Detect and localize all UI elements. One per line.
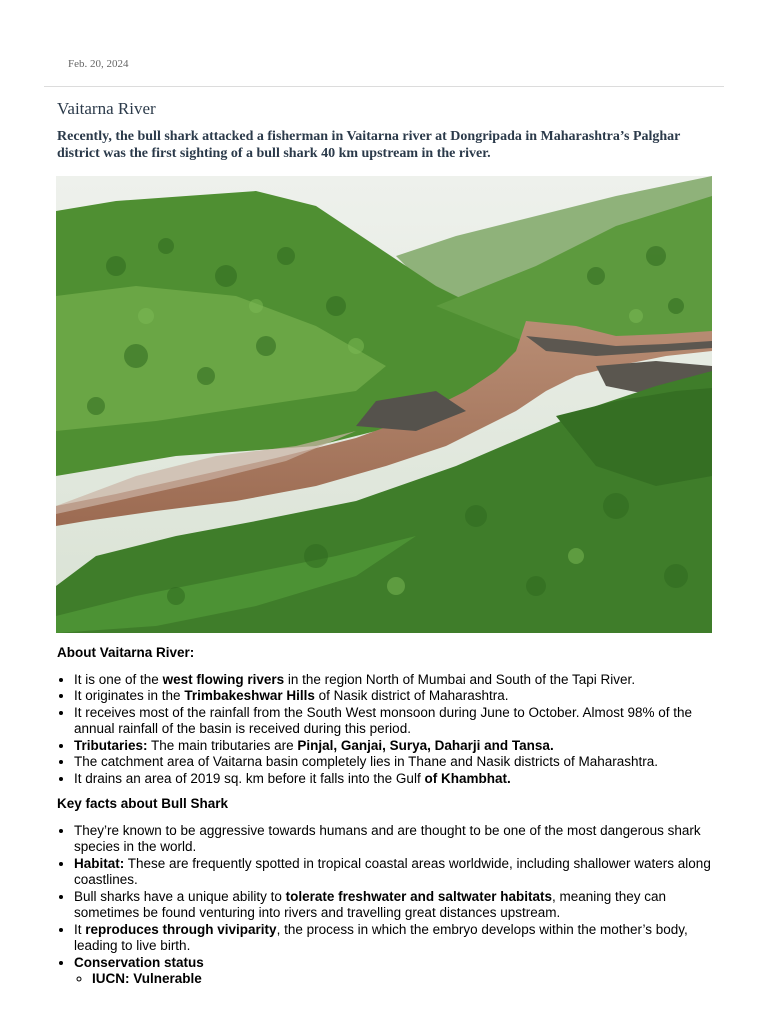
- list-item: • Bull sharks have a unique ability to tolerate freshwater and saltwater habitats, meaning they can sometimes be found venturing into rivers and travelling great distances upstream.: [74, 889, 717, 922]
- list-item: • It reproduces through viviparity, the process in which the embryo develops within the mother’s body, leading to live birth.: [74, 922, 717, 955]
- list-item: • Conservation status ◦ IUCN: Vulnerable: [74, 955, 717, 988]
- bull-shark-heading: Key facts about Bull Shark: [57, 796, 229, 811]
- about-vaitarna-section: [57, 645, 717, 787]
- list-item: • It drains an area of 2019 sq. km before it falls into the Gulf of Khambhat.: [74, 771, 717, 788]
- about-heading: About Vaitarna River:: [57, 645, 195, 660]
- article-lead: Recently, the bull shark attacked a fisherman in Vaitarna river at Dongripada in Maharashtra’s Palghar district was the first sighting of a bull shark 40 km upstream in the river.: [57, 129, 681, 161]
- list-item: • It originates in the Trimbakeshwar Hills of Nasik district of Maharashtra.: [74, 688, 717, 705]
- bull-shark-list: [57, 823, 717, 988]
- list-item: • They’re known to be aggressive towards humans and are thought to be one of the most dangerous shark species in the world.: [74, 823, 717, 856]
- river-valley-photo: [56, 176, 712, 633]
- conservation-sublist: [74, 971, 717, 988]
- post-date: Feb. 20, 2024: [68, 58, 129, 70]
- list-item: • Habitat: These are frequently spotted in tropical coastal areas worldwide, including shallower waters along coastlines.: [74, 856, 717, 889]
- header-divider: [44, 86, 724, 87]
- list-item: • Tributaries: The main tributaries are Pinjal, Ganjai, Surya, Daharji and Tansa.: [74, 738, 717, 755]
- list-item: • The catchment area of Vaitarna basin completely lies in Thane and Nasik districts of Maharashtra.: [74, 754, 717, 771]
- list-item: ◦ IUCN: Vulnerable: [92, 971, 717, 988]
- about-list: [57, 672, 717, 788]
- list-item: • It is one of the west flowing rivers in the region North of Mumbai and South of the Tapi River.: [74, 672, 717, 689]
- bull-shark-section: [57, 796, 717, 988]
- list-item: • It receives most of the rainfall from the South West monsoon during June to October. Almost 98% of the annual rainfall of the basin is received during this period.: [74, 705, 717, 738]
- article-title: Vaitarna River: [57, 99, 156, 118]
